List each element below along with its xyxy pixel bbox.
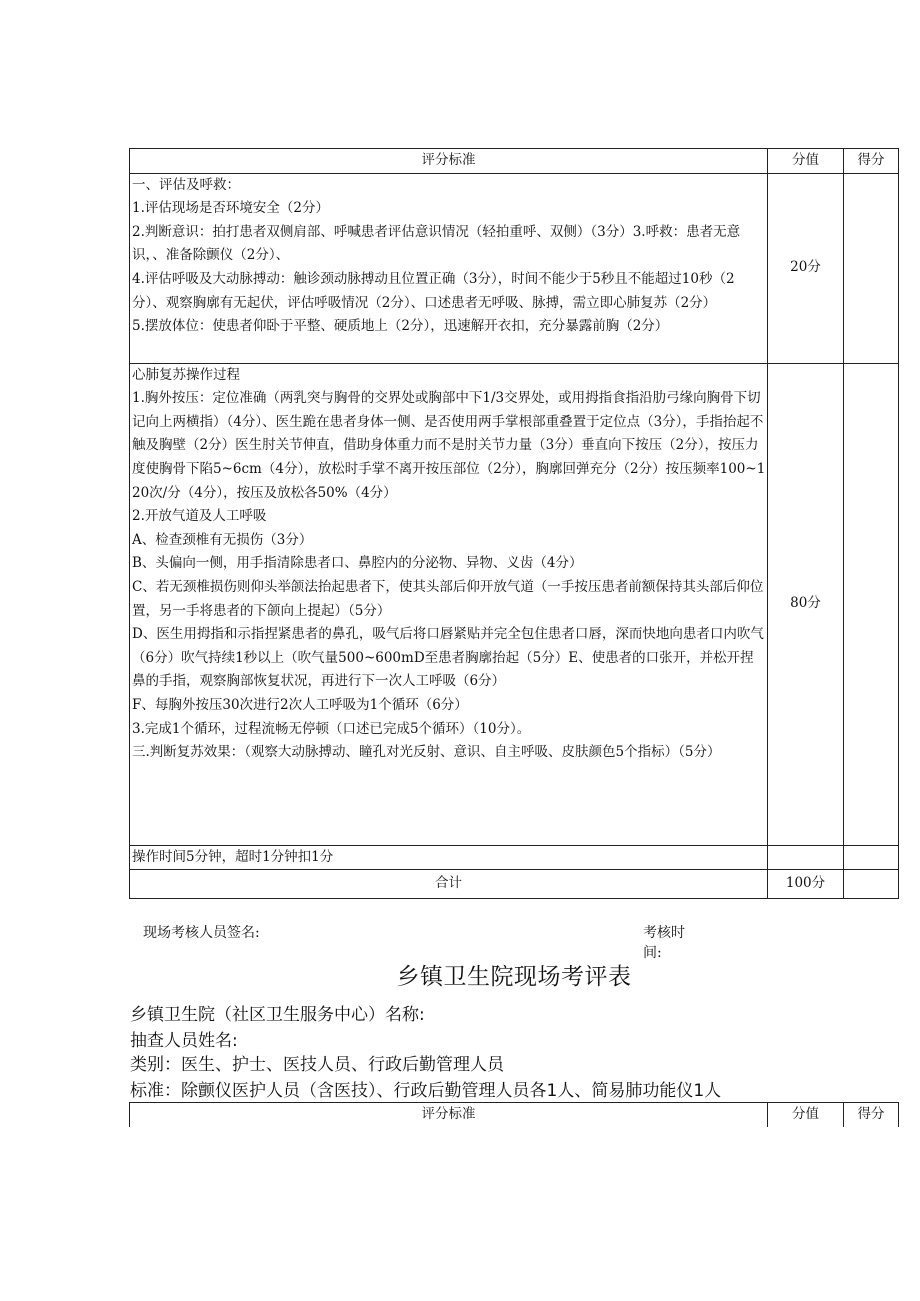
criteria-line: 一、评估及呼救： [132, 176, 240, 193]
institution-name-label: 乡镇卫生院（社区卫生服务中心）名称: [130, 1005, 425, 1025]
criteria-line: D、医生用拇指和示指捏紧患者的鼻孔，吸气后将口唇紧贴并完全包住患者口唇，深而快地向患者口内吹气（6分）吹气持续1秒以上（吹气量500~600mD至患者胸廓抬起（5分）E、使患者的口张开，并松开捏鼻的手指，观察胸部恢复状况，再进行下一次人工呼吸（6分） [132, 626, 764, 690]
time-note-value-cell [768, 845, 844, 870]
time-note-score-cell[interactable] [844, 845, 899, 870]
criteria-line: 4.评估呼吸及大动脉搏动：触诊颈动脉搏动且位置正确（3分），时间不能少于5秒且不能超过10秒（2分）、观察胸廓有无起伏，评估呼吸情况（2分）、口述患者无呼吸、脉搏，需立即心肺复苏（2分） [132, 270, 735, 311]
assessment-score-cell[interactable] [844, 173, 899, 363]
criteria-line: 1.评估现场是否环境安全（2分） [132, 200, 329, 217]
table-header-row [130, 149, 899, 174]
table-row-time-note [130, 845, 899, 870]
cpr-criteria [130, 363, 768, 845]
table-header-row [130, 1103, 899, 1127]
total-label: 合计 [130, 870, 768, 899]
time-note: 操作时间5分钟，超时1分钟扣1分 [130, 845, 768, 870]
category-line: 类别：医生、护士、医技人员、行政后勤管理人员 [130, 1055, 504, 1075]
table-row-total [130, 870, 899, 899]
header-score: 得分 [844, 1103, 899, 1127]
header-score: 得分 [844, 149, 899, 174]
criteria-line: C、若无颈椎损伤则仰头举颌法抬起患者下，使其头部后仰开放气道（一手按压患者前额保持其头部后仰位置，另一手将患者的下颌向上提起）（5分） [132, 578, 764, 619]
criteria-line: 2.开放气道及人工呼吸 [132, 508, 267, 525]
header-value: 分值 [768, 1103, 844, 1127]
table-row-assessment [130, 173, 899, 363]
total-score-cell[interactable] [844, 870, 899, 899]
criteria-line: F、每胸外按压30次进行2次人工呼吸为1个循环（6分） [132, 696, 468, 713]
total-value: 100分 [768, 870, 844, 899]
header-criteria: 评分标准 [130, 149, 768, 174]
assessment-value: 20分 [768, 173, 844, 363]
table-row-cpr [130, 363, 899, 845]
scoring-table [129, 148, 899, 899]
criteria-line: 三.判断复苏效果：（观察大动脉搏动、瞳孔对光反射、意识、自主呼吸、皮肤颜色5个指标）（5分） [132, 744, 721, 761]
cpr-score-cell[interactable] [844, 363, 899, 845]
examiner-signature-label: 现场考核人员签名: [143, 925, 260, 941]
cpr-value: 80分 [768, 363, 844, 845]
criteria-line: 1.胸外按压：定位准确（两乳突与胸骨的交界处或胸部中下1/3交界处，或用拇指食指沿肋弓缘向胸骨下切记向上两横指）（4分）、医生跪在患者身体一侧、是否使用两手掌根部重叠置于定位点（3分），手指抬起不触及胸壁（2分）医生肘关节伸直，借助身体重力而不是肘关节力量（3分）垂直向下按压（2分），按压力度使胸骨下陷5~6cm（4分），放松时手掌不离开按压部位（2分），胸廓回弹充分（2分）按压频率100~120次/分（4分），按压及放松各50%（4分） [132, 390, 766, 501]
header-criteria: 评分标准 [130, 1103, 768, 1127]
criteria-line: 2.判断意识：拍打患者双侧肩部、呼喊患者评估意识情况（轻拍重呼、双侧）（3分）3.呼救：患者无意识，、准备除颤仪（2分）、 [132, 223, 741, 264]
criteria-line: 3.完成1个循环，过程流畅无停顿（口述已完成5个循环）（10分）。 [132, 720, 531, 737]
scoring-table-2 [129, 1102, 899, 1127]
assessment-criteria [130, 173, 768, 363]
criteria-line: 5.摆放体位：使患者仰卧于平整、硬质地上（2分），迅速解开衣扣，充分暴露前胸（2分） [132, 318, 669, 335]
inspected-person-label: 抽查人员姓名: [130, 1031, 238, 1051]
header-value: 分值 [768, 149, 844, 174]
exam-time-label: 考核时间: [643, 925, 685, 961]
criteria-line: A、检查颈椎有无损伤（3分） [132, 531, 313, 548]
criteria-line: B、头偏向一侧，用手指清除患者口、鼻腔内的分泌物、异物、义齿（4分） [132, 555, 583, 572]
form-title: 乡镇卫生院现场考评表 [396, 964, 632, 990]
standard-line: 标准：除颤仪医护人员（含医技）、行政后勤管理人员各1人、简易肺功能仪1人 [130, 1081, 722, 1101]
criteria-line: 心肺复苏操作过程 [132, 366, 240, 383]
